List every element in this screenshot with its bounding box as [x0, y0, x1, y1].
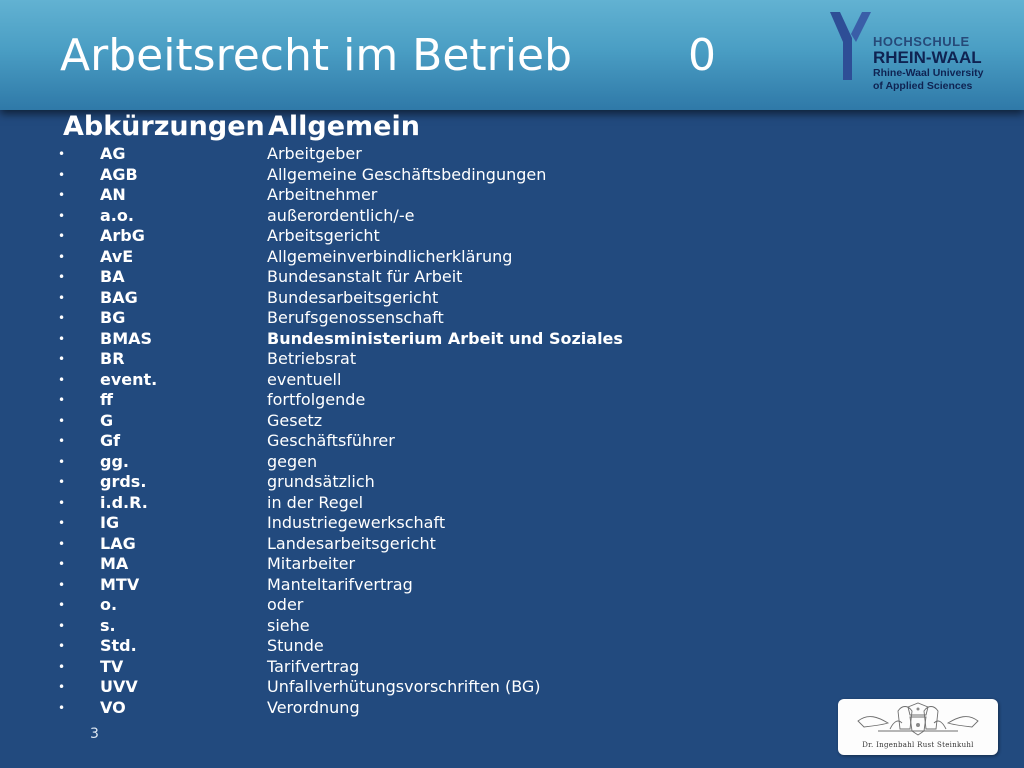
bullet-icon: • — [58, 372, 66, 387]
definition: eventuell — [267, 369, 342, 389]
definition: Betriebsrat — [267, 349, 357, 368]
list-item — [58, 554, 658, 575]
abbreviation: LAG — [100, 533, 136, 553]
bullet-icon: • — [58, 147, 66, 161]
list-item — [58, 288, 658, 309]
definition: oder — [267, 595, 304, 614]
bullet-icon: • — [58, 536, 66, 551]
list-item — [58, 493, 658, 514]
abbreviation-list — [58, 144, 658, 718]
university-logo-icon — [826, 12, 872, 84]
abbreviation: MA — [100, 554, 129, 573]
law-firm-crest-icon — [838, 699, 998, 741]
bullet-icon: • — [58, 167, 66, 182]
bullet-icon: • — [58, 659, 66, 674]
list-item — [58, 657, 658, 678]
list-item — [58, 411, 658, 432]
list-item — [58, 452, 658, 473]
abbreviation: i.d.R. — [100, 492, 148, 512]
abbreviation: AGB — [100, 164, 138, 184]
bullet-icon: • — [58, 188, 66, 202]
logo-line-english-1: Rhine-Waal University — [873, 67, 984, 79]
definition: Allgemeinverbindlicherklärung — [267, 246, 513, 266]
definition: Landesarbeitsgericht — [267, 533, 436, 553]
abbreviation: event. — [100, 369, 158, 389]
bullet-icon: • — [58, 495, 66, 510]
list-item — [58, 206, 658, 227]
list-item — [58, 267, 658, 288]
definition: Bundesanstalt für Arbeit — [267, 267, 463, 286]
list-item — [58, 698, 658, 719]
list-item — [58, 595, 658, 616]
definition: Industriegewerkschaft — [267, 513, 446, 532]
bullet-icon: • — [58, 393, 66, 407]
abbreviation: s. — [100, 615, 116, 635]
definition: grundsätzlich — [267, 472, 375, 491]
bullet-icon: • — [58, 249, 66, 264]
abbreviation: BAG — [100, 287, 138, 307]
definition: Arbeitgeber — [267, 144, 362, 163]
definition: Unfallverhütungsvorschriften (BG) — [267, 677, 541, 696]
list-item — [58, 349, 658, 370]
abbreviation: BR — [100, 349, 125, 368]
list-item — [58, 534, 658, 555]
definition-column-heading: Allgemein — [268, 111, 420, 142]
bullet-icon: • — [58, 577, 66, 592]
abbreviation: TV — [100, 656, 124, 676]
abbreviation: AvE — [100, 246, 134, 266]
list-item — [58, 370, 658, 391]
abbreviation: VO — [100, 697, 126, 717]
bullet-icon: • — [58, 311, 66, 325]
definition: Berufsgenossenschaft — [267, 308, 444, 327]
list-item — [58, 329, 658, 350]
definition: Verordnung — [267, 697, 360, 717]
definition: Bundesarbeitsgericht — [267, 287, 439, 307]
list-item — [58, 513, 658, 534]
logo-line-rhein-waal: RHEIN-WAAL — [873, 48, 982, 67]
list-item — [58, 165, 658, 186]
definition: Manteltarifvertrag — [267, 574, 413, 594]
bullet-icon: • — [58, 557, 66, 571]
abbreviation: ArbG — [100, 226, 145, 245]
list-item — [58, 144, 658, 165]
abbreviation: gg. — [100, 451, 129, 471]
definition: Bundesministerium Arbeit und Soziales — [267, 328, 623, 348]
bullet-icon: • — [58, 331, 66, 346]
university-logo — [826, 12, 1016, 96]
title-bar — [0, 0, 1024, 110]
abbreviation: ff — [100, 390, 113, 409]
definition: Stunde — [267, 636, 324, 655]
list-item — [58, 677, 658, 698]
section-number: 0 — [688, 30, 716, 81]
abbreviation: G — [100, 410, 114, 430]
abbreviation: a.o. — [100, 205, 134, 225]
definition: Arbeitnehmer — [267, 185, 378, 204]
list-item — [58, 472, 658, 493]
list-item — [58, 431, 658, 452]
definition: Geschäftsführer — [267, 431, 395, 450]
logo-line-hochschule: HOCHSCHULE — [873, 34, 970, 49]
abbreviation: MTV — [100, 574, 140, 594]
definition: gegen — [267, 451, 318, 471]
bullet-icon: • — [58, 475, 66, 489]
bullet-icon: • — [58, 413, 66, 428]
definition: Tarifvertrag — [267, 656, 360, 676]
definition: außerordentlich/-e — [267, 205, 415, 225]
abbreviation-column-heading: Abkürzungen — [63, 111, 265, 142]
bullet-icon: • — [58, 700, 66, 715]
list-item — [58, 226, 658, 247]
bullet-icon: • — [58, 270, 66, 284]
list-item — [58, 575, 658, 596]
logo-line-english-2: of Applied Sciences — [873, 80, 973, 92]
abbreviation: Gf — [100, 431, 121, 450]
page-number: 3 — [90, 726, 99, 742]
bullet-icon: • — [58, 208, 66, 223]
abbreviation: AN — [100, 185, 126, 204]
definition: fortfolgende — [267, 390, 366, 409]
abbreviation: IG — [100, 513, 120, 532]
law-firm-stamp — [838, 699, 998, 755]
abbreviation: UVV — [100, 677, 138, 696]
abbreviation: BA — [100, 267, 125, 286]
definition: Allgemeine Geschäftsbedingungen — [267, 164, 547, 184]
abbreviation: AG — [100, 144, 126, 163]
definition: Mitarbeiter — [267, 554, 356, 573]
bullet-icon: • — [58, 618, 66, 633]
bullet-icon: • — [58, 680, 66, 694]
bullet-icon: • — [58, 352, 66, 366]
bullet-icon: • — [58, 598, 66, 612]
slide-title: Arbeitsrecht im Betrieb — [60, 30, 572, 81]
list-item — [58, 636, 658, 657]
abbreviation: BMAS — [100, 328, 153, 348]
definition: Gesetz — [267, 410, 323, 430]
definition: Arbeitsgericht — [267, 226, 380, 245]
bullet-icon: • — [58, 639, 66, 653]
abbreviation: BG — [100, 308, 126, 327]
abbreviation: grds. — [100, 472, 147, 491]
definition: in der Regel — [267, 492, 364, 512]
stamp-caption: Dr. Ingenbahl Rust Steinkuhl — [862, 741, 974, 749]
bullet-icon: • — [58, 516, 66, 530]
list-item — [58, 390, 658, 411]
definition: siehe — [267, 615, 310, 635]
bullet-icon: • — [58, 290, 66, 305]
bullet-icon: • — [58, 229, 66, 243]
list-item — [58, 308, 658, 329]
abbreviation: Std. — [100, 636, 137, 655]
bullet-icon: • — [58, 454, 66, 469]
list-item — [58, 616, 658, 637]
bullet-icon: • — [58, 434, 66, 448]
abbreviation: o. — [100, 595, 118, 614]
list-item — [58, 247, 658, 268]
list-item — [58, 185, 658, 206]
